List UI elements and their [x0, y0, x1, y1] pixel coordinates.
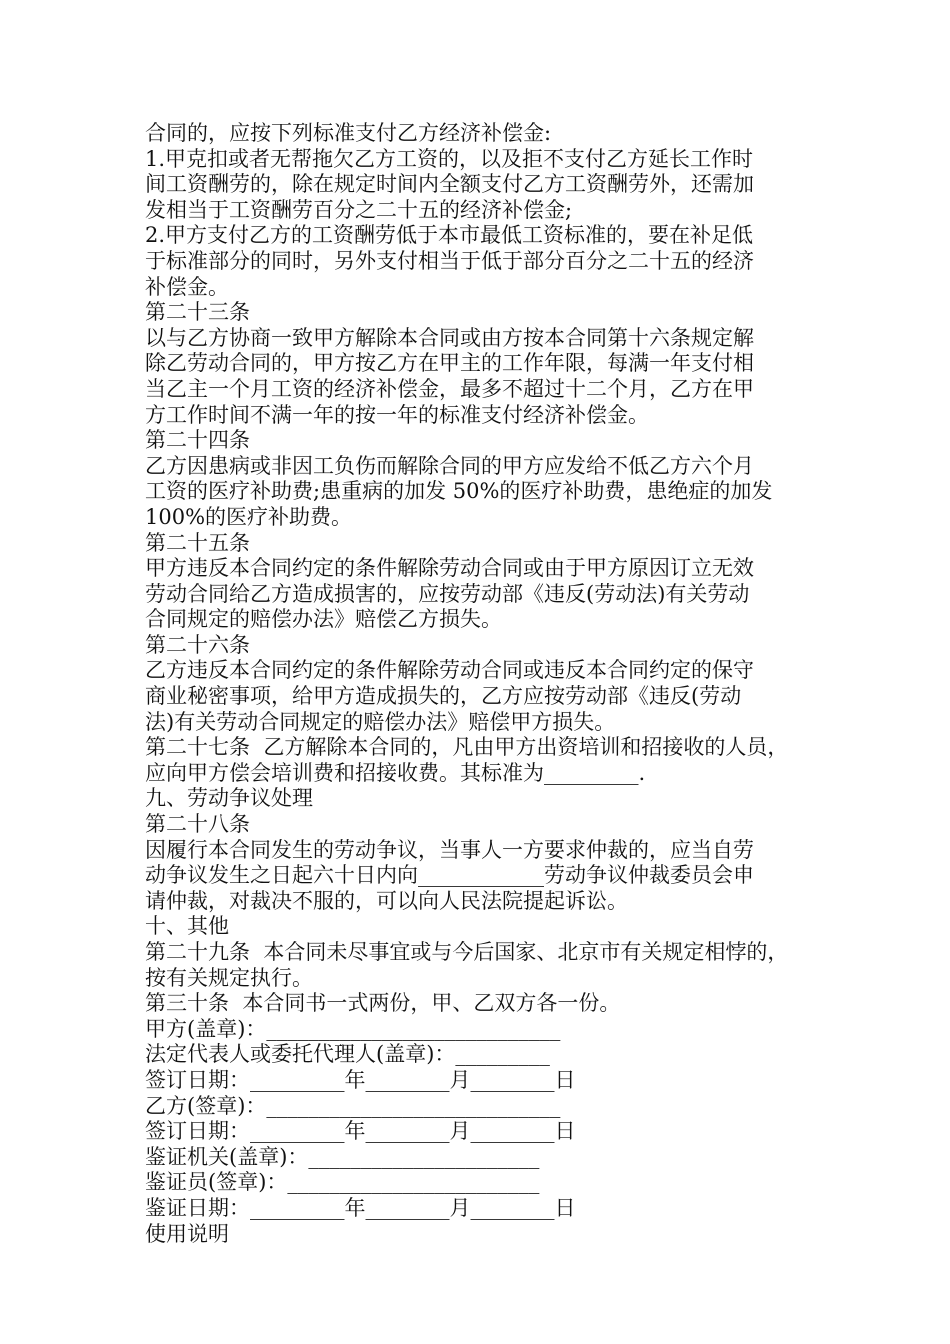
text-line: 商业秘密事项，给甲方造成损失的，乙方应按劳动部《违反(劳动 — [145, 684, 742, 709]
text-line: 100%的医疗补助费。 — [145, 504, 353, 529]
text-line: 第三十条 本合同书一式两份，甲、乙双方各一份。 — [145, 991, 621, 1016]
text-line: 发相当于工资酬劳百分之二十五的经济补偿金; — [145, 197, 573, 222]
signature-line: 法定代表人或委托代理人(盖章)：_________ — [145, 1042, 550, 1067]
article-heading: 第二十三条 — [145, 300, 250, 325]
text-line: 乙方违反本合同约定的条件解除劳动合同或违反本合同约定的保守 — [145, 658, 754, 683]
signature-line: 鉴证机关(盖章)：______________________ — [145, 1144, 540, 1169]
date-line: 签订日期：_________年________月________日 — [145, 1119, 576, 1144]
text-line: 合同规定的赔偿办法》赔偿乙方损失。 — [145, 607, 502, 632]
section-heading: 使用说明 — [145, 1221, 229, 1246]
text-line: 按有关规定执行。 — [145, 965, 313, 990]
signature-line: 鉴证员(签章)：________________________ — [145, 1170, 540, 1195]
text-line: 以与乙方协商一致甲方解除本合同或由方按本合同第十六条规定解 — [145, 325, 754, 350]
article-heading: 第二十四条 — [145, 428, 250, 453]
text-line: 第二十九条 本合同未尽事宜或与今后国家、北京市有关规定相悖的， — [145, 940, 789, 964]
text-line: 乙方因患病或非因工负伤而解除合同的甲方应发给不低乙方六个月 — [145, 453, 754, 478]
text-line: 劳动合同给乙方造成损害的，应按劳动部《违反(劳动法)有关劳动 — [145, 581, 750, 606]
article-heading: 第二十八条 — [145, 812, 250, 837]
text-line: 2.甲方支付乙方的工资酬劳低于本市最低工资标准的，要在补足低 — [145, 223, 754, 248]
text-line: 第二十七条 乙方解除本合同的，凡由甲方出资培训和招接收的人员， — [145, 735, 789, 760]
text-line: 除乙劳动合同的，甲方按乙方在甲主的工作年限，每满一年支付相 — [145, 351, 754, 376]
text-line: 工资的医疗补助费;患重病的加发 50%的医疗补助费，患绝症的加发 — [145, 479, 773, 504]
text-line: 当乙主一个月工资的经济补偿金，最多不超过十二个月，乙方在甲 — [145, 376, 754, 401]
text-line: 甲方违反本合同约定的条件解除劳动合同或由于甲方原因订立无效 — [145, 556, 754, 581]
text-line: 于标准部分的同时，另外支付相当于低于部分百分之二十五的经济 — [145, 248, 754, 273]
section-heading: 九、劳动争议处理 — [145, 786, 313, 811]
text-line: 法)有关劳动合同规定的赔偿办法》赔偿甲方损失。 — [145, 709, 616, 734]
signature-line: 甲方(盖章)：____________________________ — [145, 1016, 561, 1041]
text-line: 间工资酬劳的，除在规定时间内全额支付乙方工资酬劳外，还需加 — [145, 172, 754, 197]
text-line: 合同的，应按下列标准支付乙方经济补偿金: — [145, 121, 552, 145]
text-line: 应向甲方偿会培训费和招接收费。其标准为_________. — [145, 760, 646, 785]
text-line: 1.甲克扣或者无帮拖欠乙方工资的，以及拒不支付乙方延长工作时 — [145, 146, 754, 171]
signature-line: 乙方(签章)：____________________________ — [145, 1093, 561, 1118]
document-body — [145, 121, 815, 1247]
text-line: 动争议发生之日起六十日内向____________劳动争议仲裁委员会申 — [145, 863, 754, 888]
date-line: 鉴证日期：_________年________月________日 — [145, 1195, 576, 1220]
text-line: 因履行本合同发生的劳动争议，当事人一方要求仲裁的，应当自劳 — [145, 837, 754, 862]
article-heading: 第二十六条 — [145, 632, 250, 657]
text-line: 补偿金。 — [145, 274, 229, 299]
text-line: 请仲裁，对裁决不服的，可以向人民法院提起诉讼。 — [145, 888, 628, 913]
section-heading: 十、其他 — [145, 914, 229, 939]
date-line: 签订日期：_________年________月________日 — [145, 1067, 576, 1092]
article-heading: 第二十五条 — [145, 530, 250, 555]
text-line: 方工作时间不满一年的按一年的标准支付经济补偿金。 — [145, 402, 649, 427]
